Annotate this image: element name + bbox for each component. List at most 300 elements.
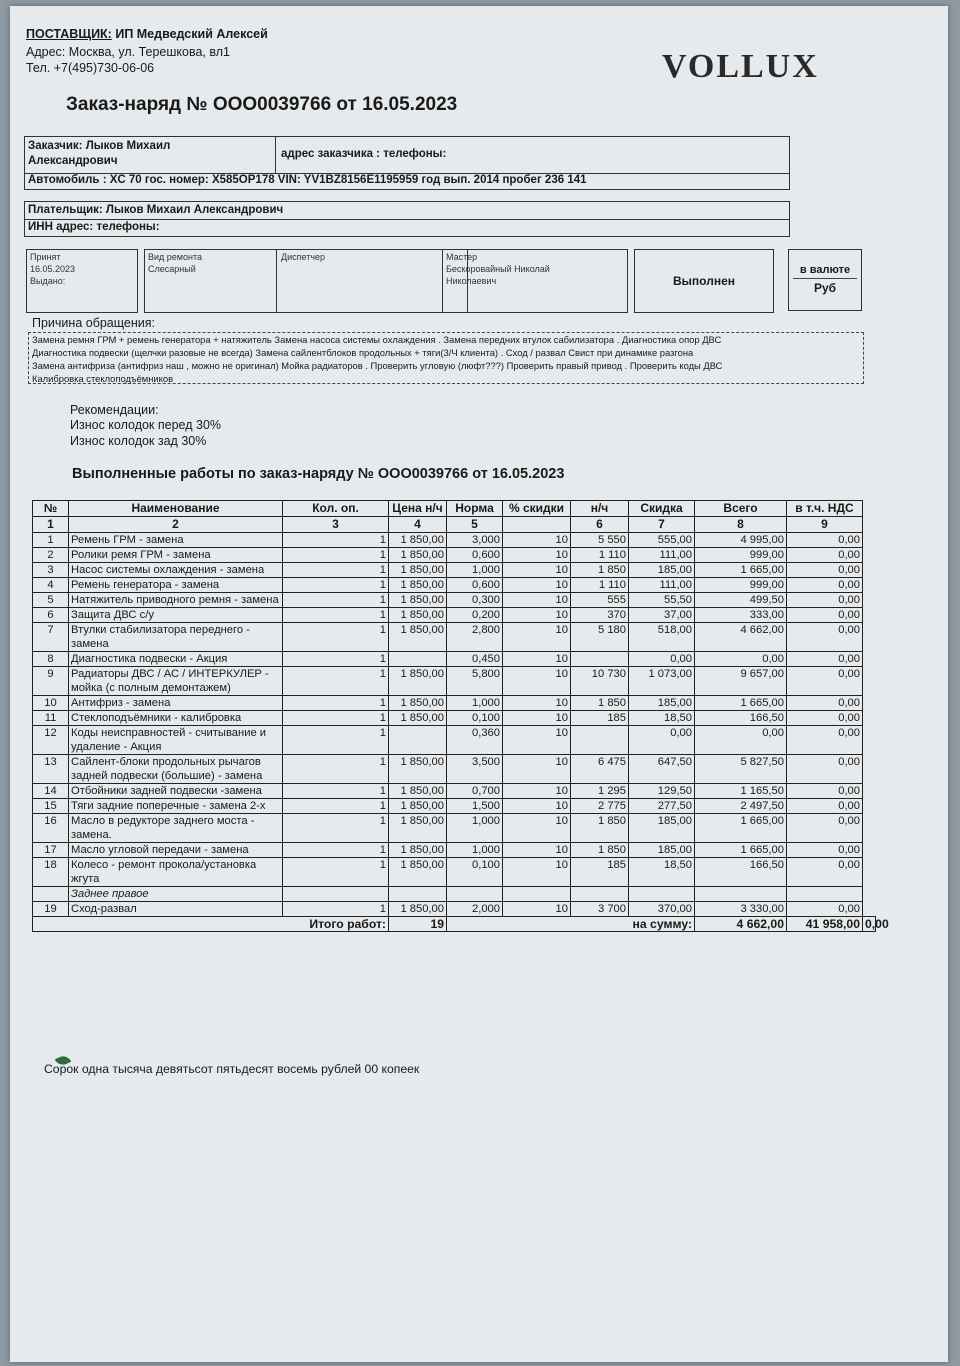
row-price: 1 850,00 bbox=[389, 858, 447, 887]
row-discount-pct: 10 bbox=[503, 858, 571, 887]
row-discount-pct: 10 bbox=[503, 563, 571, 578]
totals-row bbox=[33, 917, 876, 932]
supplier-phone: Тел. +7(495)730-06-06 bbox=[26, 61, 155, 75]
row-total: 1 665,00 bbox=[695, 696, 787, 711]
work-name: Отбойники задней подвески -замена bbox=[69, 784, 283, 799]
table-row bbox=[33, 843, 876, 858]
table-subrow bbox=[33, 887, 876, 902]
totals-total: 41 958,00 bbox=[787, 917, 863, 932]
row-total: 1 665,00 bbox=[695, 814, 787, 843]
row-norm: 2,000 bbox=[447, 902, 503, 917]
payer-line2: ИНН адрес: телефоны: bbox=[28, 221, 160, 233]
row-hours-sum: 1 850 bbox=[571, 843, 629, 858]
row-hours-sum: 2 775 bbox=[571, 799, 629, 814]
row-norm: 0,360 bbox=[447, 726, 503, 755]
repair-dispatcher-box bbox=[144, 249, 468, 313]
row-vat: 0,00 bbox=[787, 726, 863, 755]
table-row bbox=[33, 814, 876, 843]
row-price: 1 850,00 bbox=[389, 902, 447, 917]
row-discount: 111,00 bbox=[629, 548, 695, 563]
row-norm: 1,000 bbox=[447, 843, 503, 858]
work-name: Масло в редукторе заднего моста - замена. bbox=[69, 814, 283, 843]
row-price: 1 850,00 bbox=[389, 548, 447, 563]
row-norm: 1,500 bbox=[447, 799, 503, 814]
row-hours-sum bbox=[571, 726, 629, 755]
row-total: 1 165,50 bbox=[695, 784, 787, 799]
row-vat: 0,00 bbox=[787, 696, 863, 711]
row-vat: 0,00 bbox=[787, 784, 863, 799]
payer-row-divider bbox=[25, 219, 789, 220]
row-hours-sum: 5 180 bbox=[571, 623, 629, 652]
row-number: 8 bbox=[33, 652, 69, 667]
table-row bbox=[33, 548, 876, 563]
row-total: 1 665,00 bbox=[695, 843, 787, 858]
table-row bbox=[33, 902, 876, 917]
repair-type-label: Вид ремонта bbox=[148, 252, 202, 262]
col-number: 2 bbox=[69, 517, 283, 533]
row-discount: 55,50 bbox=[629, 593, 695, 608]
row-discount: 185,00 bbox=[629, 696, 695, 711]
col-number-row bbox=[33, 517, 876, 533]
row-qty: 1 bbox=[283, 902, 389, 917]
row-discount-pct: 10 bbox=[503, 533, 571, 548]
row-number: 18 bbox=[33, 858, 69, 887]
row-hours-sum: 370 bbox=[571, 608, 629, 623]
row-qty: 1 bbox=[283, 652, 389, 667]
row-vat: 0,00 bbox=[787, 563, 863, 578]
row-norm: 0,700 bbox=[447, 784, 503, 799]
table-row bbox=[33, 563, 876, 578]
row-price: 1 850,00 bbox=[389, 667, 447, 696]
col-number: 6 bbox=[571, 517, 629, 533]
col-header: Всего bbox=[695, 501, 787, 517]
col-header: Наименование bbox=[69, 501, 283, 517]
row-number: 2 bbox=[33, 548, 69, 563]
row-norm: 0,450 bbox=[447, 652, 503, 667]
row-qty: 1 bbox=[283, 578, 389, 593]
row-number: 1 bbox=[33, 533, 69, 548]
row-hours-sum: 3 700 bbox=[571, 902, 629, 917]
currency-box bbox=[788, 249, 862, 311]
row-discount-pct: 10 bbox=[503, 755, 571, 784]
supplier-address: Адрес: Москва, ул. Терешкова, вл1 bbox=[26, 45, 230, 59]
totals-discount: 4 662,00 bbox=[695, 917, 787, 932]
row-qty: 1 bbox=[283, 548, 389, 563]
col-header: Кол. оп. bbox=[283, 501, 389, 517]
row-number: 19 bbox=[33, 902, 69, 917]
order-title: Заказ-наряд № ООО0039766 от 16.05.2023 bbox=[66, 94, 458, 115]
row-discount-pct: 10 bbox=[503, 726, 571, 755]
recommendation-item: Износ колодок перед 30% bbox=[70, 418, 222, 432]
work-name: Антифриз - замена bbox=[69, 696, 283, 711]
works-table bbox=[32, 500, 889, 932]
row-qty: 1 bbox=[283, 696, 389, 711]
currency-divider bbox=[793, 278, 857, 279]
customer-divider bbox=[275, 137, 276, 173]
row-total: 4 995,00 bbox=[695, 533, 787, 548]
row-discount: 277,50 bbox=[629, 799, 695, 814]
work-name: Заднее правое bbox=[69, 887, 283, 902]
row-qty: 1 bbox=[283, 667, 389, 696]
row-total: 1 665,00 bbox=[695, 563, 787, 578]
row-discount-pct: 10 bbox=[503, 814, 571, 843]
row-total: 333,00 bbox=[695, 608, 787, 623]
table-row bbox=[33, 667, 876, 696]
row-hours-sum bbox=[571, 887, 629, 902]
row-hours-sum: 1 850 bbox=[571, 696, 629, 711]
row-discount: 0,00 bbox=[629, 652, 695, 667]
col-number: 7 bbox=[629, 517, 695, 533]
row-norm: 2,800 bbox=[447, 623, 503, 652]
table-row bbox=[33, 652, 876, 667]
work-name: Ролики ремя ГРМ - замена bbox=[69, 548, 283, 563]
row-qty: 1 bbox=[283, 843, 389, 858]
row-number bbox=[33, 887, 69, 902]
row-vat: 0,00 bbox=[787, 799, 863, 814]
vollux-logo: VOLLUX bbox=[662, 48, 819, 85]
row-discount-pct: 10 bbox=[503, 652, 571, 667]
supplier-name: ИП Медведский Алексей bbox=[115, 27, 268, 41]
row-hours-sum: 6 475 bbox=[571, 755, 629, 784]
row-vat: 0,00 bbox=[787, 667, 863, 696]
header-row bbox=[33, 501, 876, 517]
table-row bbox=[33, 711, 876, 726]
reason-label: Причина обращения: bbox=[32, 316, 155, 330]
work-name: Масло угловой передачи - замена bbox=[69, 843, 283, 858]
row-total: 2 497,50 bbox=[695, 799, 787, 814]
table-row bbox=[33, 799, 876, 814]
row-hours-sum: 185 bbox=[571, 858, 629, 887]
row-discount: 370,00 bbox=[629, 902, 695, 917]
row-vat: 0,00 bbox=[787, 533, 863, 548]
col-number: 9 bbox=[787, 517, 863, 533]
row-qty: 1 bbox=[283, 784, 389, 799]
row-norm: 5,800 bbox=[447, 667, 503, 696]
row-norm: 0,200 bbox=[447, 608, 503, 623]
row-discount: 0,00 bbox=[629, 726, 695, 755]
row-hours-sum: 555 bbox=[571, 593, 629, 608]
row-total: 4 662,00 bbox=[695, 623, 787, 652]
col-header: н/ч bbox=[571, 501, 629, 517]
work-name: Колесо - ремонт прокола/установка жгута bbox=[69, 858, 283, 887]
works-title: Выполненные работы по заказ-наряду № ООО0039766 от 16.05.2023 bbox=[72, 466, 565, 482]
work-name: Стеклоподъёмники - калибровка bbox=[69, 711, 283, 726]
row-qty: 1 bbox=[283, 711, 389, 726]
row-number: 17 bbox=[33, 843, 69, 858]
row-norm: 0,100 bbox=[447, 858, 503, 887]
row-price: 1 850,00 bbox=[389, 711, 447, 726]
col-header: % скидки bbox=[503, 501, 571, 517]
row-discount-pct: 10 bbox=[503, 593, 571, 608]
row-number: 11 bbox=[33, 711, 69, 726]
customer-label: Заказчик: bbox=[28, 140, 83, 152]
master-line2: Николаевич bbox=[446, 276, 497, 286]
row-number: 16 bbox=[33, 814, 69, 843]
col-number bbox=[503, 517, 571, 533]
row-discount-pct: 10 bbox=[503, 608, 571, 623]
works-body bbox=[33, 533, 876, 917]
row-discount: 647,50 bbox=[629, 755, 695, 784]
row-discount-pct: 10 bbox=[503, 696, 571, 711]
row-discount: 518,00 bbox=[629, 623, 695, 652]
row-discount bbox=[629, 887, 695, 902]
row-number: 14 bbox=[33, 784, 69, 799]
row-discount: 111,00 bbox=[629, 578, 695, 593]
row-vat: 0,00 bbox=[787, 814, 863, 843]
row-hours-sum: 5 550 bbox=[571, 533, 629, 548]
currency-value: Руб bbox=[813, 281, 837, 295]
row-total: 999,00 bbox=[695, 548, 787, 563]
reason-line: Диагностика подвески (щелчки разовые не всегда) Замена сайлентблоков продольных + тяги(3/Ч клиента) . Сход / развал Свист при динамике разгона bbox=[32, 347, 694, 358]
row-qty: 1 bbox=[283, 593, 389, 608]
row-number: 13 bbox=[33, 755, 69, 784]
totals-qty: 19 bbox=[389, 917, 447, 932]
row-discount: 129,50 bbox=[629, 784, 695, 799]
col-header: № bbox=[33, 501, 69, 517]
row-qty: 1 bbox=[283, 726, 389, 755]
recommendations-label: Рекомендации: bbox=[70, 403, 159, 417]
col-number: 4 bbox=[389, 517, 447, 533]
work-name: Насос системы охлаждения - замена bbox=[69, 563, 283, 578]
row-discount-pct: 10 bbox=[503, 843, 571, 858]
reason-line: Замена ремня ГРМ + ремень генератора + натяжитель Замена насоса системы охлаждения . Замена передних втулок сабилизатора . Диагностика опор ДВС bbox=[32, 334, 722, 345]
accepted-date: 16.05.2023 bbox=[30, 264, 76, 274]
col-header: Цена н/ч bbox=[389, 501, 447, 517]
row-price bbox=[389, 652, 447, 667]
row-norm bbox=[447, 887, 503, 902]
row-hours-sum: 1 295 bbox=[571, 784, 629, 799]
customer-name-line1: Лыков Михаил bbox=[85, 140, 171, 152]
row-price: 1 850,00 bbox=[389, 843, 447, 858]
row-norm: 3,000 bbox=[447, 533, 503, 548]
row-discount: 185,00 bbox=[629, 814, 695, 843]
customer-address-phones: адрес заказчика : телефоны: bbox=[281, 148, 447, 160]
row-total bbox=[695, 887, 787, 902]
amount-in-words: Сорок одна тысяча девятьсот пятьдесят восемь рублей 00 копеек bbox=[44, 1062, 420, 1076]
row-total: 166,50 bbox=[695, 858, 787, 887]
table-row bbox=[33, 696, 876, 711]
row-vat: 0,00 bbox=[787, 593, 863, 608]
row-hours-sum: 185 bbox=[571, 711, 629, 726]
supplier-line bbox=[26, 26, 268, 42]
row-vat: 0,00 bbox=[787, 858, 863, 887]
row-vat: 0,00 bbox=[787, 578, 863, 593]
row-vat bbox=[787, 887, 863, 902]
col-header: в т.ч. НДС bbox=[787, 501, 863, 517]
row-vat: 0,00 bbox=[787, 755, 863, 784]
row-hours-sum: 10 730 bbox=[571, 667, 629, 696]
work-name: Натяжитель приводного ремня - замена bbox=[69, 593, 283, 608]
row-price: 1 850,00 bbox=[389, 755, 447, 784]
row-vat: 0,00 bbox=[787, 711, 863, 726]
row-qty: 1 bbox=[283, 563, 389, 578]
row-total: 5 827,50 bbox=[695, 755, 787, 784]
row-total: 166,50 bbox=[695, 711, 787, 726]
table-row bbox=[33, 623, 876, 652]
row-price: 1 850,00 bbox=[389, 799, 447, 814]
row-discount-pct: 10 bbox=[503, 548, 571, 563]
work-name: Тяги задние поперечные - замена 2-х bbox=[69, 799, 283, 814]
row-norm: 0,600 bbox=[447, 548, 503, 563]
row-number: 3 bbox=[33, 563, 69, 578]
row-qty: 1 bbox=[283, 608, 389, 623]
customer-box bbox=[24, 136, 790, 190]
row-vat: 0,00 bbox=[787, 843, 863, 858]
repair-type: Слесарный bbox=[148, 264, 196, 274]
row-number: 6 bbox=[33, 608, 69, 623]
row-qty: 1 bbox=[283, 799, 389, 814]
table-row bbox=[33, 755, 876, 784]
row-discount-pct: 10 bbox=[503, 711, 571, 726]
col-number: 3 bbox=[283, 517, 389, 533]
customer-name-line2: Александрович bbox=[28, 155, 118, 167]
row-discount: 1 073,00 bbox=[629, 667, 695, 696]
work-name: Сход-развал bbox=[69, 902, 283, 917]
car-line: Автомобиль : XC 70 гос. номер: X585OP178 VIN: YV1BZ8156E1195959 год вып. 2014 пробег 236 141 bbox=[28, 174, 587, 186]
row-qty: 1 bbox=[283, 533, 389, 548]
row-discount: 18,50 bbox=[629, 711, 695, 726]
row-norm: 1,000 bbox=[447, 696, 503, 711]
document-sheet bbox=[10, 6, 948, 1362]
row-hours-sum: 1 110 bbox=[571, 578, 629, 593]
table-row bbox=[33, 608, 876, 623]
row-total: 0,00 bbox=[695, 726, 787, 755]
accepted-label: Принят bbox=[30, 252, 61, 262]
dispatcher-label: Диспетчер bbox=[281, 252, 326, 262]
row-discount-pct bbox=[503, 887, 571, 902]
row-discount-pct: 10 bbox=[503, 623, 571, 652]
row-vat: 0,00 bbox=[787, 902, 863, 917]
recommendation-item: Износ колодок зад 30% bbox=[70, 434, 207, 448]
row-hours-sum: 1 110 bbox=[571, 548, 629, 563]
row-norm: 0,100 bbox=[447, 711, 503, 726]
currency-label: в валюте bbox=[799, 264, 851, 276]
row-discount: 555,00 bbox=[629, 533, 695, 548]
row-qty: 1 bbox=[283, 814, 389, 843]
col-number: 5 bbox=[447, 517, 503, 533]
accepted-box bbox=[26, 249, 138, 313]
row-price: 1 850,00 bbox=[389, 533, 447, 548]
row-norm: 1,000 bbox=[447, 563, 503, 578]
row-norm: 3,500 bbox=[447, 755, 503, 784]
row-number: 15 bbox=[33, 799, 69, 814]
row-number: 9 bbox=[33, 667, 69, 696]
row-discount-pct: 10 bbox=[503, 578, 571, 593]
row-hours-sum bbox=[571, 652, 629, 667]
row-price: 1 850,00 bbox=[389, 814, 447, 843]
row-discount-pct: 10 bbox=[503, 784, 571, 799]
table-row bbox=[33, 726, 876, 755]
reason-box bbox=[28, 332, 864, 384]
row-total: 499,50 bbox=[695, 593, 787, 608]
row-number: 5 bbox=[33, 593, 69, 608]
row-vat: 0,00 bbox=[787, 652, 863, 667]
row-discount: 185,00 bbox=[629, 563, 695, 578]
row-price: 1 850,00 bbox=[389, 784, 447, 799]
row-vat: 0,00 bbox=[787, 608, 863, 623]
table-row bbox=[33, 533, 876, 548]
work-name: Диагностика подвески - Акция bbox=[69, 652, 283, 667]
row-total: 9 657,00 bbox=[695, 667, 787, 696]
master-line1: Бескоровайный Николай bbox=[446, 264, 550, 274]
master-box bbox=[442, 249, 628, 313]
row-discount: 37,00 bbox=[629, 608, 695, 623]
reason-line: Замена антифриза (антифриз наш , можно не оригинал) Мойка радиаторов . Проверить угловую (люфт???) Проверить правый привод . Проверить коды ДВС bbox=[32, 360, 723, 371]
status-text: Выполнен bbox=[673, 274, 735, 288]
work-name: Сайлент-блоки продольных рычагов задней подвески (большие) - замена bbox=[69, 755, 283, 784]
row-number: 7 bbox=[33, 623, 69, 652]
row-discount-pct: 10 bbox=[503, 902, 571, 917]
row-price bbox=[389, 726, 447, 755]
row-norm: 0,600 bbox=[447, 578, 503, 593]
col-header: Норма bbox=[447, 501, 503, 517]
table-row bbox=[33, 784, 876, 799]
row-price: 1 850,00 bbox=[389, 608, 447, 623]
row-number: 10 bbox=[33, 696, 69, 711]
work-name: Защита ДВС с/у bbox=[69, 608, 283, 623]
row-price: 1 850,00 bbox=[389, 563, 447, 578]
work-name: Ремень генератора - замена bbox=[69, 578, 283, 593]
row-price: 1 850,00 bbox=[389, 578, 447, 593]
totals-label: Итого работ: bbox=[33, 917, 389, 932]
row-norm: 1,000 bbox=[447, 814, 503, 843]
payer-box bbox=[24, 201, 790, 237]
row-discount-pct: 10 bbox=[503, 799, 571, 814]
repair-divider bbox=[276, 250, 277, 312]
row-price: 1 850,00 bbox=[389, 593, 447, 608]
supplier-label: ПОСТАВЩИК: bbox=[26, 27, 112, 41]
row-hours-sum: 1 850 bbox=[571, 563, 629, 578]
master-label: Мастер bbox=[446, 252, 478, 262]
row-price: 1 850,00 bbox=[389, 696, 447, 711]
row-hours-sum: 1 850 bbox=[571, 814, 629, 843]
work-name: Радиаторы ДВС / АС / ИНТЕРКУЛЕР - мойка (с полным демонтажем) bbox=[69, 667, 283, 696]
row-price: 1 850,00 bbox=[389, 623, 447, 652]
row-number: 12 bbox=[33, 726, 69, 755]
status-box bbox=[634, 249, 774, 313]
table-row bbox=[33, 593, 876, 608]
col-header: Скидка bbox=[629, 501, 695, 517]
row-discount: 185,00 bbox=[629, 843, 695, 858]
row-vat: 0,00 bbox=[787, 623, 863, 652]
col-number: 1 bbox=[33, 517, 69, 533]
totals-sum-label: на сумму: bbox=[447, 917, 695, 932]
work-name: Ремень ГРМ - замена bbox=[69, 533, 283, 548]
table-row bbox=[33, 578, 876, 593]
reason-line: Калибровка стеклоподъёмников bbox=[32, 373, 174, 384]
work-name: Коды неисправностей - считывание и удаление - Акция bbox=[69, 726, 283, 755]
row-discount: 18,50 bbox=[629, 858, 695, 887]
row-total: 0,00 bbox=[695, 652, 787, 667]
row-number: 4 bbox=[33, 578, 69, 593]
customer-name bbox=[28, 139, 170, 169]
row-discount-pct: 10 bbox=[503, 667, 571, 696]
row-qty: 1 bbox=[283, 858, 389, 887]
issued-label: Выдано: bbox=[30, 276, 66, 286]
row-total: 999,00 bbox=[695, 578, 787, 593]
row-price bbox=[389, 887, 447, 902]
row-qty: 1 bbox=[283, 623, 389, 652]
row-qty: 1 bbox=[283, 755, 389, 784]
table-row bbox=[33, 858, 876, 887]
row-qty bbox=[283, 887, 389, 902]
row-vat: 0,00 bbox=[787, 548, 863, 563]
work-name: Втулки стабилизатора переднего - замена bbox=[69, 623, 283, 652]
row-total: 3 330,00 bbox=[695, 902, 787, 917]
row-norm: 0,300 bbox=[447, 593, 503, 608]
col-number: 8 bbox=[695, 517, 787, 533]
payer-line1: Плательщик: Лыков Михаил Александрович bbox=[28, 204, 284, 216]
